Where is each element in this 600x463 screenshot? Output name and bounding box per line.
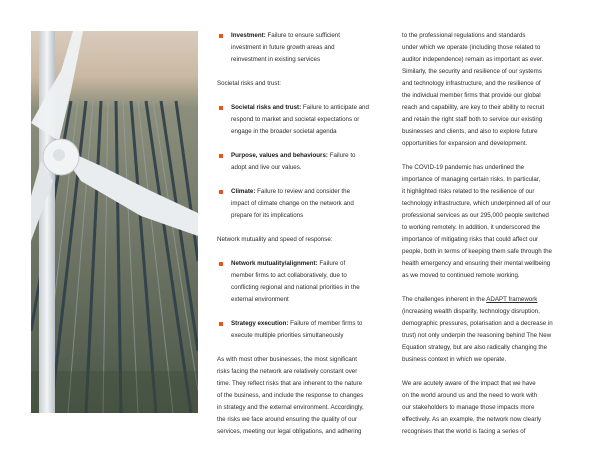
bullet-text: external environment	[231, 296, 289, 303]
text-line: in strategy and the external environment. Accordingly,	[217, 404, 364, 411]
left-text-column	[217, 30, 389, 438]
text-line: demographic pressures, polarisation and a decrease in	[402, 320, 553, 327]
bullet-text: Failure to anticipate and	[302, 104, 369, 111]
bullet-text: Failure of member firms to	[290, 320, 363, 327]
text-line: trust) not only underpin the reasoning behind The New	[402, 332, 552, 339]
bullet-strategy-execution	[217, 318, 389, 342]
bullet-title: Network mutuality/alignment:	[231, 260, 318, 267]
text-line: We are acutely aware of the impact that we have	[402, 380, 536, 387]
bullet-network-mutuality	[217, 258, 389, 306]
text-line: auditor independence) remain as important as ever.	[402, 56, 544, 63]
bullet-text: respond to market and societal expectations or	[231, 116, 360, 123]
bullet-title: Strategy execution:	[231, 320, 289, 327]
bullet-text: adopt and live our values.	[231, 164, 302, 171]
bullet-text: reinvestment in existing services	[231, 56, 321, 63]
bullet-title: Purpose, values and behaviours:	[231, 152, 328, 159]
bullet-marker	[219, 154, 223, 158]
bullet-marker	[219, 34, 223, 38]
text-line: importance of managing certain risks. In particular,	[402, 176, 541, 183]
text-line: The COVID-19 pandemic has underlined the	[402, 164, 525, 171]
text-line: recognises that the world is facing a series of	[402, 428, 526, 435]
adapt-framework-link[interactable]: ADAPT framework	[486, 296, 538, 303]
text-line: health emergency and ensuring their mental wellbeing	[402, 260, 551, 267]
text-line: our stakeholders to manage those impacts more	[402, 404, 535, 411]
text-line: the risks we face around ensuring the quality of our	[217, 416, 357, 423]
bullet-title: Investment:	[231, 32, 266, 39]
bullet-text: Failure to review and consider the	[257, 188, 351, 195]
bullet-text: impact of climate change on the network and	[231, 200, 354, 207]
bullet-title: Climate:	[231, 188, 256, 195]
bullet-text: engage in the broader societal agenda	[231, 128, 337, 135]
text-line: importance of mitigating risks that could affect our	[402, 236, 539, 243]
text-line: The challenges inherent in the	[402, 296, 487, 303]
bullet-investment	[217, 30, 389, 66]
bullet-text: member firms to act collaboratively, due to	[231, 272, 347, 279]
bullet-marker	[219, 190, 223, 194]
text-line: under which we operate (including those related to	[402, 44, 541, 51]
paragraph-impact	[402, 378, 574, 438]
text-line: risks facing the network are relatively constant over	[217, 368, 358, 375]
right-text-column	[402, 30, 574, 438]
bullet-text: Failure of	[319, 260, 346, 267]
bullet-climate	[217, 186, 389, 222]
text-line: and technology infrastructure, and the resilience of	[402, 80, 541, 87]
text-line: of the business, and include the response to changes	[217, 392, 364, 399]
text-line: and retain the right staff both to service our existing	[402, 116, 543, 123]
text-line: to the professional regulations and standards	[402, 32, 526, 39]
text-line: the individual member firms that provide our global	[402, 92, 541, 99]
bullet-text: investment in future growth areas and	[231, 44, 335, 51]
text-line: effectively. As an example, the network now clearly	[402, 416, 542, 423]
paragraph-adapt	[402, 294, 574, 366]
text-line: businesses and clients, and also to explore future	[402, 128, 538, 135]
bullet-societal-risks	[217, 102, 389, 138]
text-line: business context in which we operate.	[402, 356, 507, 363]
text-line: time. They reflect risks that are inherent to the nature	[217, 380, 363, 387]
section-heading-network: Network mutuality and speed of response:	[217, 236, 333, 243]
bullet-title: Societal risks and trust:	[231, 104, 302, 111]
text-line: services, meeting our legal obligations, and adhering	[217, 428, 362, 435]
bullet-text: conflicting regional and national priorities in the	[231, 284, 360, 291]
bullet-marker	[219, 106, 223, 110]
text-line: as we moved to continued remote working.	[402, 272, 520, 279]
bullet-text: prepare for its implications	[231, 212, 304, 219]
section-heading-societal: Societal risks and trust:	[217, 80, 281, 87]
bullet-purpose-values	[217, 150, 389, 174]
text-line: reach and capability, are key to their ability to recruit	[402, 104, 545, 111]
text-line: As with most other businesses, the most significant	[217, 356, 357, 363]
bullet-text: Failure to	[329, 152, 356, 159]
text-line: opportunities for expansion and development.	[402, 140, 528, 147]
text-line: people, both in terms of keeping them safe through the	[402, 248, 552, 255]
paragraph-regulations	[402, 30, 574, 150]
text-line: to working remotely. In addition, it underscored the	[402, 224, 541, 231]
bullet-marker	[219, 322, 223, 326]
text-line: it highlighted risks related to the resilience of our	[402, 188, 535, 195]
text-line: on the world around us and the need to work with	[402, 392, 538, 399]
bullet-marker	[219, 262, 223, 266]
text-line: professional services as our 295,000 people switched	[402, 212, 549, 219]
wind-turbine-solar-farm-photo	[31, 31, 198, 413]
paragraph-covid	[402, 162, 574, 282]
text-line: technology infrastructure, which underpinned all of our	[402, 200, 551, 207]
text-line: Similarly, the security and resilience of our systems	[402, 68, 542, 75]
text-line: Equation strategy, but are also radically changing the	[402, 344, 548, 351]
closing-paragraph	[217, 354, 389, 438]
bullet-text: Failure to ensure sufficient	[267, 32, 340, 39]
bullet-text: execute multiple priorities simultaneously	[231, 332, 344, 339]
text-line: (increasing wealth disparity, technology disruption,	[402, 308, 540, 315]
